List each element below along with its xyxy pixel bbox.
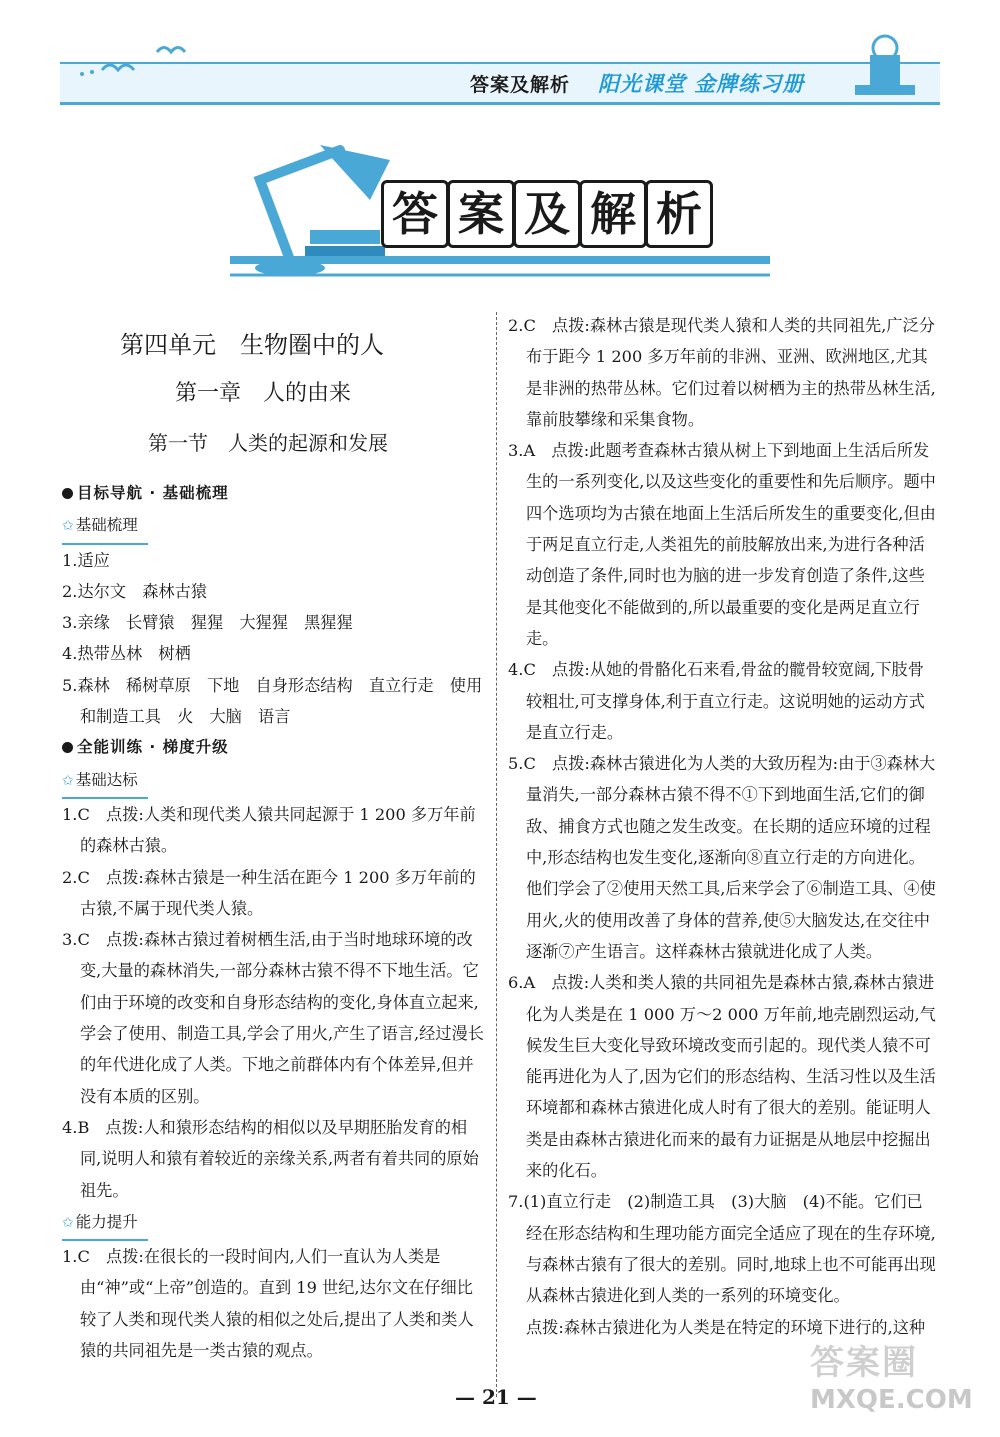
list-item: 2.达尔文 森林古猿: [62, 581, 207, 601]
lighthouse-icon: [835, 30, 935, 100]
watermark: [810, 1335, 980, 1425]
list-item: 4.热带丛林 树栖: [62, 644, 191, 664]
list-item: 3.亲缘 长臂猿 猩猩 大猩猩 黑猩猩: [62, 613, 353, 633]
banner-char-5: 析: [645, 180, 713, 248]
bullet-icon: [62, 488, 73, 499]
watermark-logo-icon: 答案圈: [810, 1343, 918, 1383]
right-column: [508, 310, 938, 1343]
section-bar-training: 全能训练 · 梯度升级: [62, 732, 487, 763]
chapter-title: 第一章 人的由来: [175, 381, 352, 406]
answer-item: 7.(1)直立行走 (2)制造工具 (3)大脑 (4)不能。它们已经在形态结构和生理功能方面完全适应了现在的生存环境,与森林古猿有了很大的差别。同时,地球上也不可能再出现从森林古猿进化到人类的一系列的环境变化。: [508, 1192, 936, 1306]
answer-note: 点拨:森林古猿进化为人类是在特定的环境下进行的,这种: [526, 1317, 926, 1337]
star-icon: ✩: [62, 1214, 74, 1231]
answer-item: 1.C 点拨:人类和现代类人猿共同起源于 1 200 多万年前的森林古猿。: [62, 804, 476, 856]
section-bar-goals: 目标导航 · 基础梳理: [62, 478, 487, 509]
answer-item: 3.C 点拨:森林古猿过着树栖生活,由于当时地球环境的改变,大量的森林消失,一部分森林古猿不得不下地生活。它们由于环境的改变和自身形态结构的变化,身体直立起来,学会了使用、制造工具,学会了用火,产生了语言,经过漫长的年代进化成了人类。下地之前群体内有个体差异,但并没有本质的区别。: [62, 930, 484, 1106]
list-item: 1.适应: [62, 550, 110, 570]
bullet-icon: [62, 742, 73, 753]
answer-item: 4.B 点拨:人和猿形态结构的相似以及早期胚胎发育的相同,说明人和猿有着较近的亲缘关系,两者有着共同的原始祖先。: [62, 1117, 479, 1200]
banner-char-1: 答: [381, 180, 449, 248]
page-number: — 21 —: [455, 1385, 537, 1409]
banner-char-3: 及: [513, 180, 581, 248]
sub-heading-standard: ✩ 基础达标: [62, 764, 487, 799]
banner-char-4: 解: [579, 180, 647, 248]
sub-heading-ability: ✩ 能力提升: [62, 1206, 487, 1241]
answer-item: 3.A 点拨:此题考查森林古猿从树上下到地面上生活后所发生的一系列变化,以及这些变化的重要性和先后顺序。题中四个选项均为古猿在地面上生活后所发生的重要变化,但由于两足直立行走,人类祖先的前肢解放出来,为进行各种活动创造了条件,同时也为脑的进一步发育创造了条件,这些是其他变化不能做到的,所以最重要的变化是两足直立行走。: [508, 441, 936, 648]
answer-item: 2.C 点拨:森林古猿是现代类人猿和人类的共同祖先,广泛分布于距今 1 200 多万年前的非洲、亚洲、欧洲地区,尤其是非洲的热带丛林。它们过着以树栖为主的热带丛林生活,靠前肢攀缘和采集食物。: [508, 316, 936, 429]
answer-item: 4.C 点拨:从她的骨骼化石来看,骨盆的髋骨较宽阔,下肢骨较粗壮,可支撑身体,利于直立行走。这说明她的运动方式是直立行走。: [508, 660, 925, 742]
answer-item: 5.C 点拨:森林古猿进化为人类的大致历程为:由于③森林大量消失,一部分森林古猿不得不①下到地面生活,它们的御敌、捕食方式也随之发生改变。在长期的适应环境的过程中,形态结构也发生变化,逐渐向⑧直立行走的方向进化。他们学会了②使用天然工具,后来学会了⑥制造工具、④使用火,火的使用改善了身体的营养,使⑤大脑发达,在交往中逐渐⑦产生语言。这样森林古猿就进化成了人类。: [508, 754, 936, 961]
banner-char-2: 案: [447, 180, 515, 248]
header-title: 答案及解析: [470, 74, 571, 96]
header-brand: 阳光课堂 金牌练习册: [598, 71, 805, 96]
star-icon: ✩: [62, 772, 74, 789]
column-divider: [496, 312, 498, 1397]
star-icon: ✩: [62, 518, 74, 535]
answer-item: 6.A 点拨:人类和类人猿的共同祖先是森林古猿,森林古猿进化为人类是在 1 000 万～2 000 万年前,地壳剧烈运动,气候发生巨大变化导致环境改变而引起的。现代类人猿不可能再进化为人了,因为它们的形态结构、生活习性以及生活环境都和森林古猿进化成人时有了很大的差别。能证明人类是由森林古猿进化而来的最有力证据是从地层中挖掘出来的化石。: [508, 973, 936, 1181]
list-item: 5.森林 稀树草原 下地 自身形态结构 直立行走 使用和制造工具 火 大脑 语言: [62, 675, 483, 727]
answer-item: 1.C 点拨:在很长的一段时间内,人们一直认为人类是由“神”或“上帝”创造的。直到 19 世纪,达尔文在仔细比较了人类和现代类人猿的相似之处后,提出了人类和类人猿的共同祖先是一类古猿的观点。: [62, 1247, 474, 1361]
sub-heading-basic: ✩ 基础梳理: [62, 509, 487, 544]
answer-item: 2.C 点拨:森林古猿是一种生活在距今 1 200 多万年前的古猿,不属于现代类人猿。: [62, 867, 476, 918]
birds-icon: [62, 30, 222, 90]
section-title: 第一节 人类的起源和发展: [148, 431, 388, 455]
left-column: [62, 478, 487, 1366]
watermark-text: MXQE.COM: [810, 1385, 973, 1415]
unit-title: 第四单元 生物圈中的人: [120, 331, 384, 359]
